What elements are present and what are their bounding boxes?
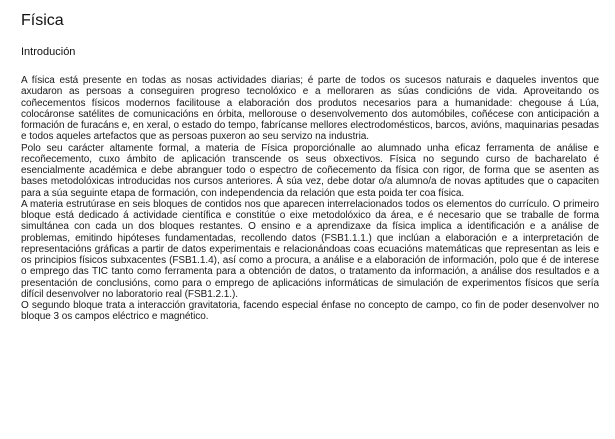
paragraph-intro: A física está presente en todas as nosas actividades diarias; é parte de todos os sucesos naturais e daqueles inventos que axudaron as persoas a conseguiren progreso tecnolóxico e a melloraren as súas condicións de vida. Aproveitando os coñecementos físicos modernos facilitouse a elaboración dos produtos necesarios para a humanidade: chegouse á Lúa, colocáronse satélites de comunicacións en órbita, mellorouse o desenvolvemento dos automóbiles, coñécese con anticipación a formación de furacáns e, en xeral, o estado do tempo, fabrícanse mellores electrodomésticos, barcos, avións, maquinarias pesadas e todos aqueles artefactos que as persoas puxeron ao seu servizo na industria. <box>21 75 599 143</box>
document-title: Física <box>21 12 64 29</box>
paragraph-second-block: O segundo bloque trata a interacción gravitatoria, facendo especial énfase no concepto de campo, co fin de poder desenvolver no bloque 3 os campos eléctrico e magnético. <box>21 300 599 323</box>
paragraph-character: Polo seu carácter altamente formal, a materia de Física proporciónalle ao alumnado unha eficaz ferramenta de análise e recoñecemento, cuxo ámbito de aplicación transcende os seus obxectivos. Física no segundo curso de bacharelato é esencialmente académica e debe abranguer todo o espectro de coñecemento da física con rigor, de forma que se asenten as bases metodolóxicas introducidas nos cursos anteriores. Á súa vez, debe dotar o/a alumno/a de novas aptitudes que o capaciten para a súa seguinte etapa de formación, con independencia da relación que esta poida ter coa física. <box>21 142 599 199</box>
body-text <box>21 75 601 323</box>
section-heading: Introdución <box>21 46 76 58</box>
paragraph-structure: A materia estrutúrase en seis bloques de contidos nos que aparecen interrelacionados todos os elementos do currículo. O primeiro bloque está dedicado á actividade científica e constitúe o eixe metodolóxico da área, e é necesario que se traballe de forma simultánea con cada un dos bloques restantes. O ensino e a aprendizaxe da física implica a identificación e a análise de problemas, emitindo hipóteses fundamentadas, recollendo datos (FSB1.1.1.) que inclúan a elaboración e a interpretación de representacións gráficas a partir de datos experimentais e relacionándoas coas ecuacións matemáticas que representan as leis e os principios físicos subxacentes (FSB1.1.4), así como a procura, a análise e a elaboración de información, polo que é de interese o emprego das TIC tanto como ferramenta para a obtención de datos, o tratamento da información, a análise dos resultados e a presentación de conclusións, como para o emprego de aplicacións informáticas de simulación de experimentos físicos que sería difícil desenvolver no laboratorio real (FSB1.2.1.). <box>21 198 599 300</box>
